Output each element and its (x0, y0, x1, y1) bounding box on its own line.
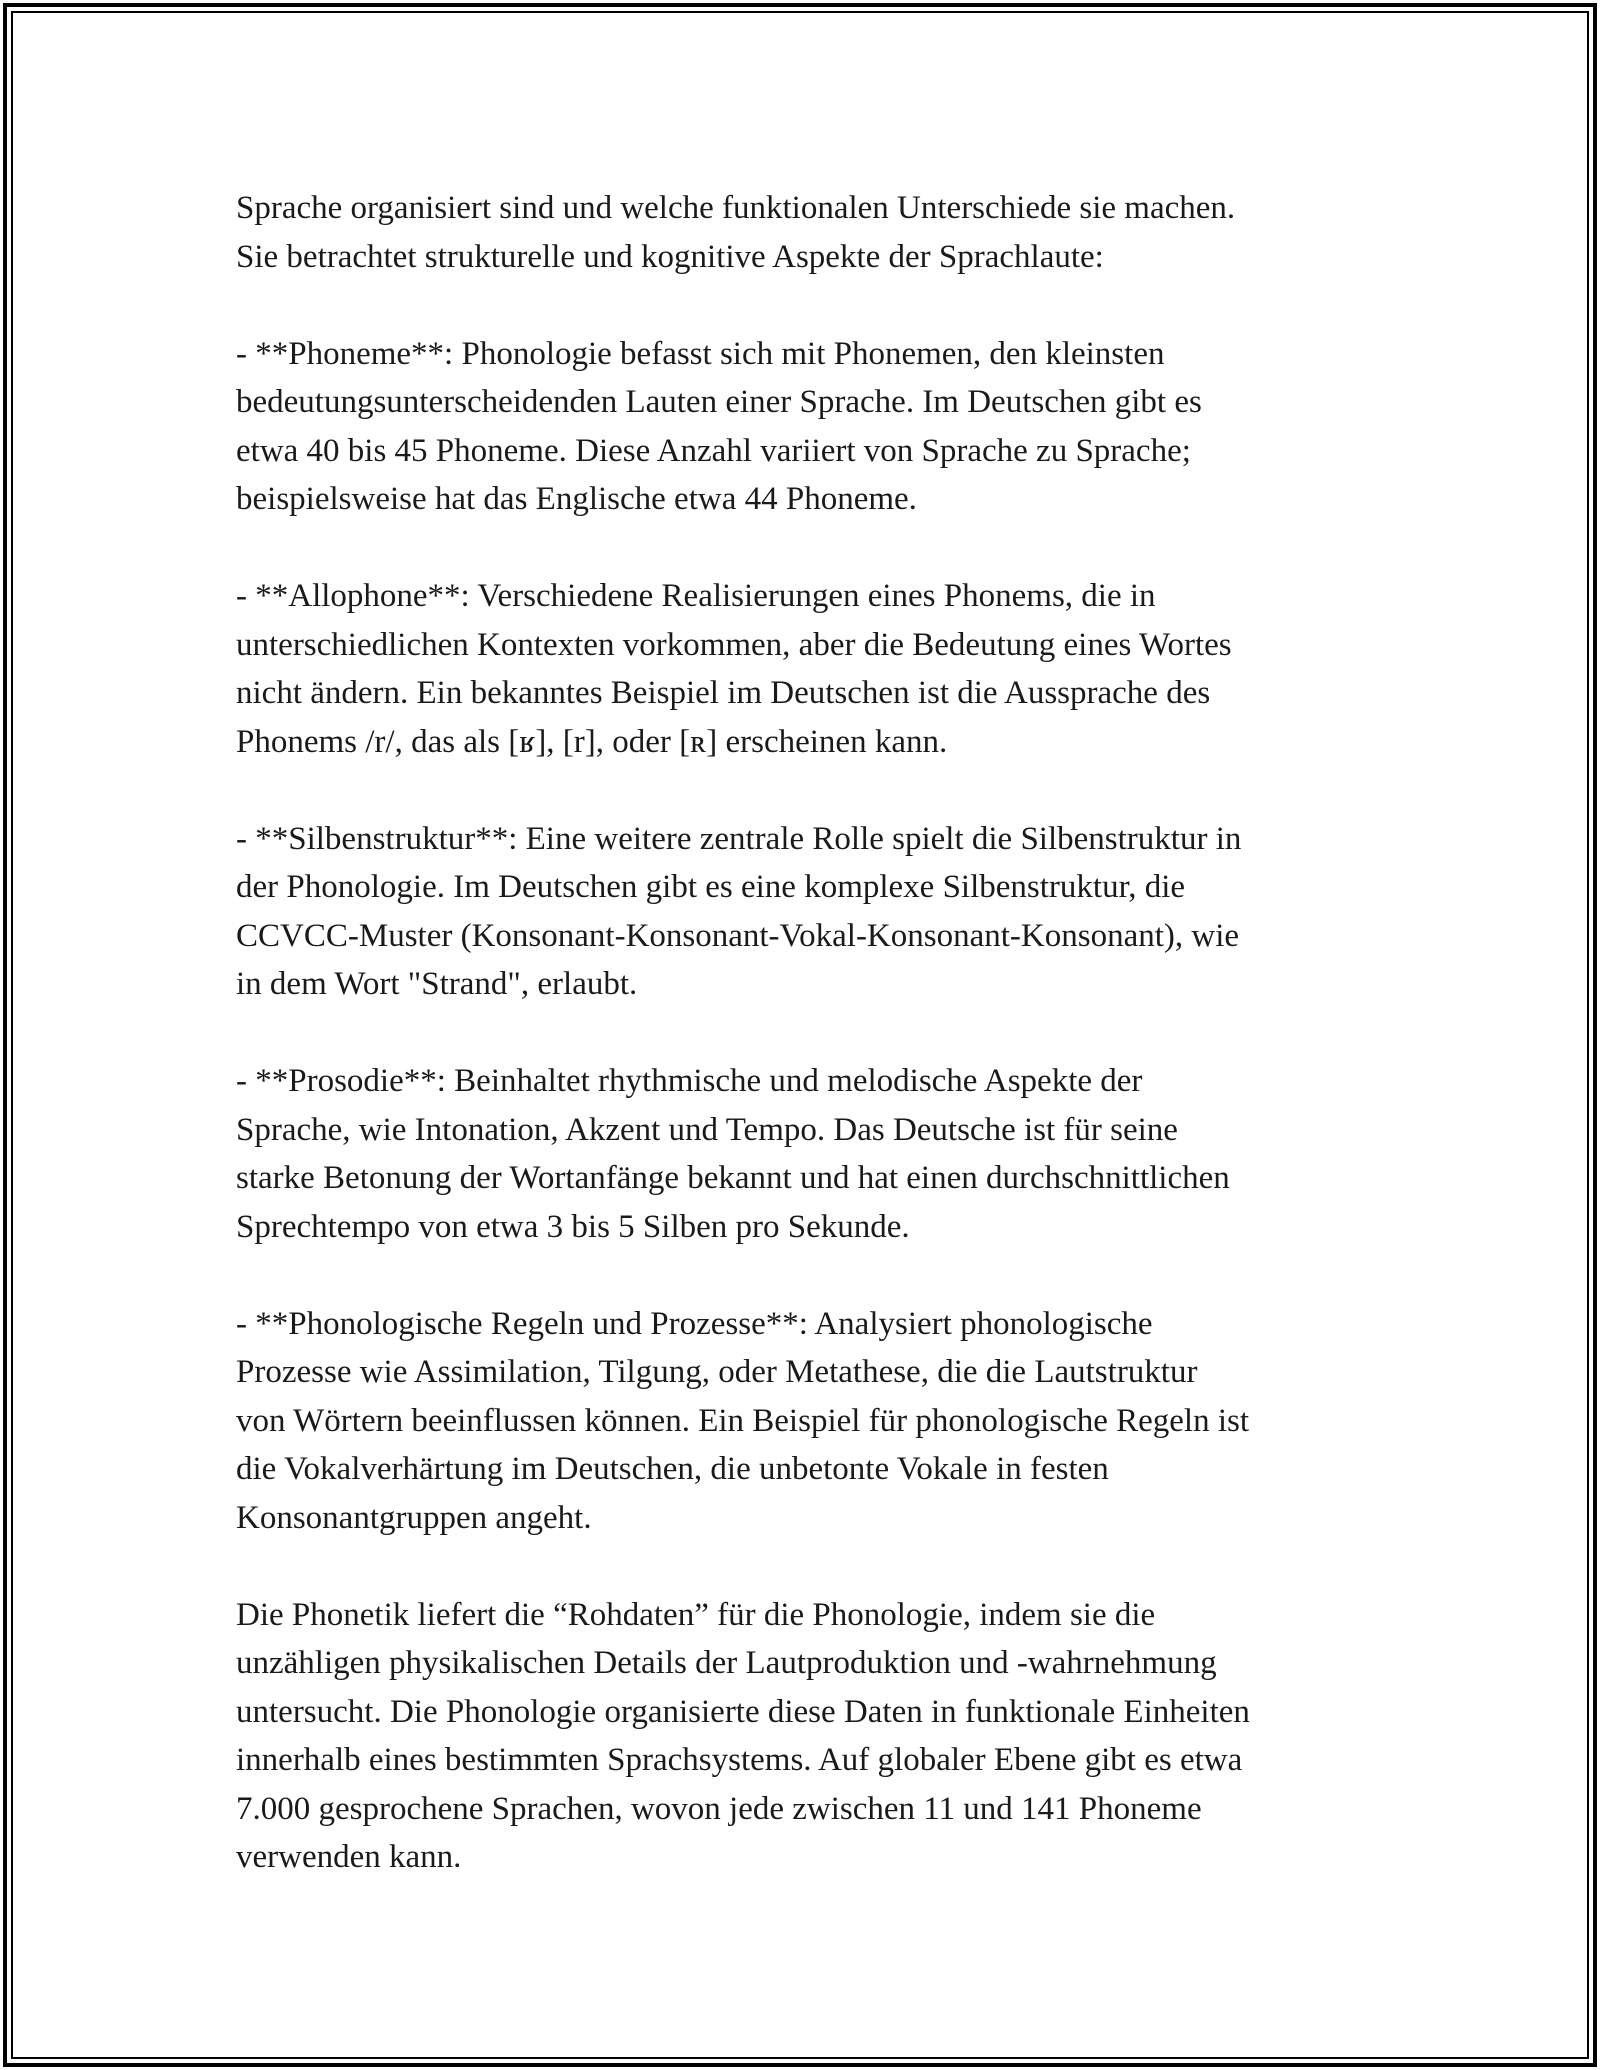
text-line: die Vokalverhärtung im Deutschen, die unbetonte Vokale in festen (236, 1451, 1109, 1487)
phoneme-paragraph (236, 330, 1386, 524)
syllable-structure-paragraph (236, 815, 1386, 1009)
text-line: Konsonantgruppen angeht. (236, 1499, 592, 1536)
text-line: nicht ändern. Ein bekanntes Beispiel im Deutschen ist die Aussprache des (236, 675, 1211, 711)
text-line: Sie betrachtet strukturelle und kognitive Aspekte der Sprachlaute: (236, 238, 1104, 275)
text-line: Prozesse wie Assimilation, Tilgung, oder Metathese, die die Lautstruktur (236, 1354, 1198, 1390)
text-line: beispielsweise hat das Englische etwa 44 Phoneme. (236, 481, 917, 517)
text-line: - **Phonologische Regeln und Prozesse**: Analysiert phonologische (236, 1305, 1153, 1342)
prosody-paragraph (236, 1057, 1386, 1251)
conclusion-paragraph (236, 1591, 1386, 1882)
allophone-paragraph (236, 572, 1386, 766)
text-line: unzähligen physikalischen Details der Lautproduktion und -wahrnehmung (236, 1645, 1217, 1681)
text-line: CCVCC-Muster (Konsonant-Konsonant-Vokal-Konsonant-Konsonant), wie (236, 917, 1240, 954)
text-line: unterschiedlichen Kontexten vorkommen, aber die Bedeutung eines Wortes (236, 626, 1232, 663)
text-line: Sprechtempo von etwa 3 bis 5 Silben pro Sekunde. (236, 1208, 910, 1245)
text-line: der Phonologie. Im Deutschen gibt es eine komplexe Silbenstruktur, die (236, 869, 1186, 905)
text-line: 7.000 gesprochene Sprachen, wovon jede zwischen 11 und 141 Phoneme (236, 1790, 1202, 1827)
text-line: bedeutungsunterscheidenden Lauten einer Sprache. Im Deutschen gibt es (236, 384, 1202, 420)
text-line: Sprache, wie Intonation, Akzent und Tempo. Das Deutsche ist für seine (236, 1111, 1178, 1148)
phonological-rules-paragraph (236, 1300, 1386, 1543)
text-line: - **Phoneme**: Phonologie befasst sich mit Phonemen, den kleinsten (236, 335, 1165, 372)
text-line: in dem Wort "Strand", erlaubt. (236, 966, 638, 1002)
text-line: verwenden kann. (236, 1839, 462, 1875)
text-line: innerhalb eines bestimmten Sprachsystems. Auf globaler Ebene gibt es etwa (236, 1742, 1243, 1778)
text-line: Phonems /r/, das als [ʁ], [r], oder [ʀ] erscheinen kann. (236, 723, 948, 760)
document-body (236, 184, 1386, 1882)
intro-paragraph (236, 184, 1386, 281)
text-line: - **Prosodie**: Beinhaltet rhythmische und melodische Aspekte der (236, 1063, 1143, 1099)
text-line: - **Allophone**: Verschiedene Realisierungen eines Phonems, die in (236, 578, 1156, 614)
text-line: von Wörtern beeinflussen können. Ein Beispiel für phonologische Regeln ist (236, 1402, 1250, 1439)
text-line: Sprache organisiert sind und welche funktionalen Unterschiede sie machen. (236, 190, 1236, 226)
text-line: Die Phonetik liefert die “Rohdaten” für die Phonologie, indem sie die (236, 1596, 1156, 1633)
text-line: - **Silbenstruktur**: Eine weitere zentrale Rolle spielt die Silbenstruktur in (236, 820, 1242, 857)
text-line: etwa 40 bis 45 Phoneme. Diese Anzahl variiert von Sprache zu Sprache; (236, 432, 1191, 469)
text-line: untersucht. Die Phonologie organisierte diese Daten in funktionale Einheiten (236, 1693, 1250, 1730)
text-line: starke Betonung der Wortanfänge bekannt und hat einen durchschnittlichen (236, 1160, 1230, 1196)
